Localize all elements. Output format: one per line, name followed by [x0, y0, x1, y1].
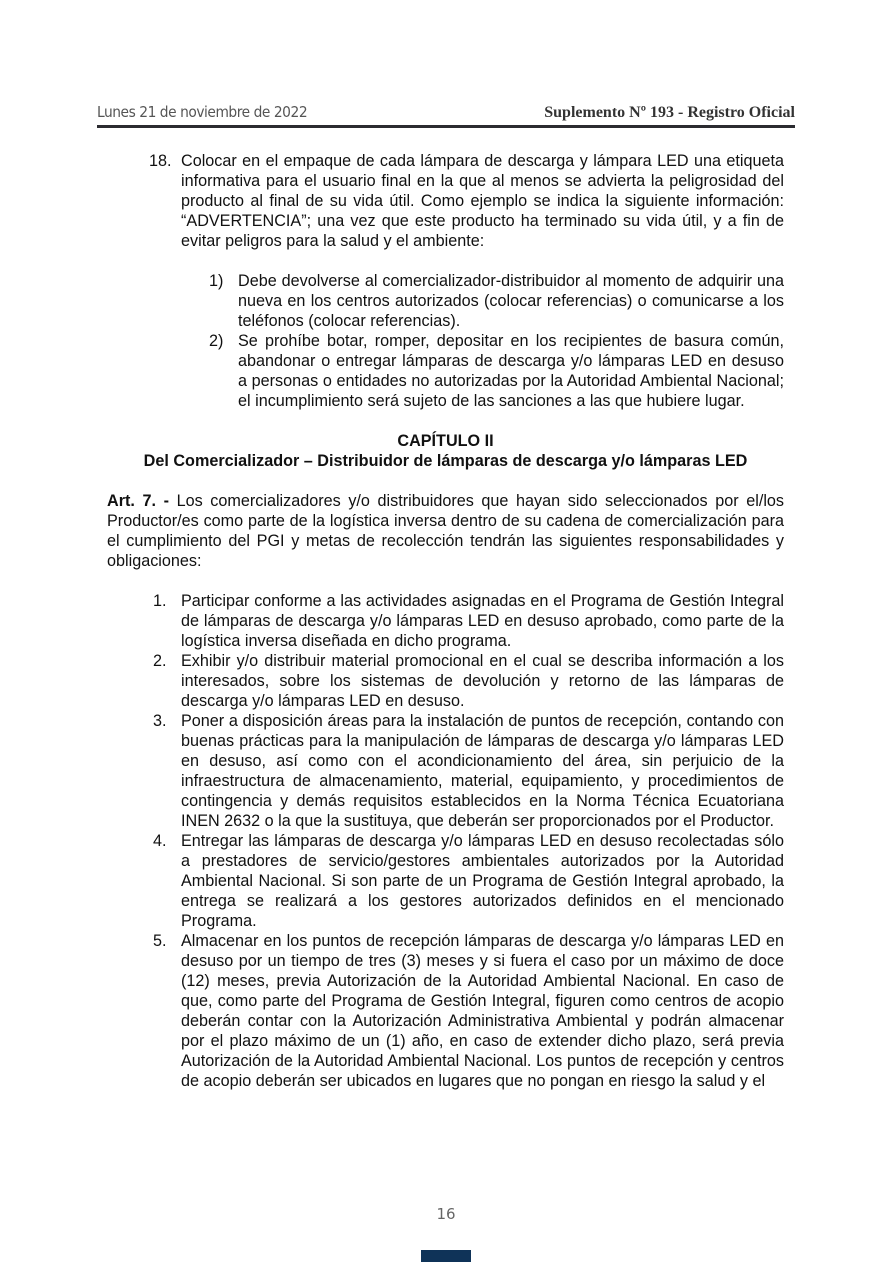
obligation-text: Entregar las lámparas de descarga y/o lámparas LED en desuso recolectadas sólo a prestadores de servicio/gestores ambientales autorizados por la Autoridad Ambiental Nacional. Si son parte de un Programa de Gestión Integral aprobado, la entrega se realizará a los gestores autorizados definidos en el mencionado Programa.: [181, 832, 784, 930]
page-header: [97, 103, 795, 125]
document-body: [107, 151, 784, 1091]
page-number: 16: [436, 1205, 456, 1223]
footer-bar: [421, 1250, 471, 1262]
obligation-number: 4.: [153, 832, 167, 850]
sublist-item-number: 1): [209, 272, 224, 290]
obligation-item: [107, 711, 784, 831]
obligation-item: [107, 931, 784, 1091]
chapter-heading: [107, 431, 784, 471]
obligation-item: [107, 591, 784, 651]
article-text: Los comercializadores y/o distribuidores que hayan sido seleccionados por el/los Productor/es como parte de la logística inversa dentro de su cadena de comercialización para el cumplimiento del PGI y metas de recolección tendrán las siguientes responsabilidades y obligaciones:: [107, 492, 785, 570]
obligations-list: [107, 591, 784, 1091]
obligation-number: 1.: [153, 592, 167, 610]
list-item-18: [107, 151, 784, 251]
warning-sublist: [107, 271, 784, 411]
article-label: Art. 7. -: [107, 492, 169, 510]
article-7: [107, 491, 784, 571]
obligation-text: Almacenar en los puntos de recepción lámparas de descarga y/o lámparas LED en desuso por un tiempo de tres (3) meses y si fuera el caso por un máximo de doce (12) meses, previa Autorización de la Autoridad Ambiental Nacional. En caso de que, como parte del Programa de Gestión Integral, figuren como centros de acopio deberán contar con la Autorización Administrativa Ambiental y podrán almacenar por el plazo máximo de un (1) año, en caso de extender dicho plazo, será previa Autorización de la Autoridad Ambiental Nacional. Los puntos de recepción y centros de acopio deberán ser ubicados en lugares que no pongan en riesgo la salud y el: [181, 932, 784, 1090]
list-item-number: 18.: [149, 152, 172, 170]
obligation-text: Poner a disposición áreas para la instalación de puntos de recepción, contando con buenas prácticas para la manipulación de lámparas de descarga y/o lámparas LED en desuso, así como con el acondicionamiento del área, sin perjuicio de la infraestructura de almacenamiento, material, equipamiento, y procedimientos de contingencia y demás requisitos establecidos en la Norma Técnica Ecuatoriana INEN 2632 o la que la sustituya, que deberán ser proporcionados por el Productor.: [181, 712, 784, 830]
list-item-text: Colocar en el empaque de cada lámpara de descarga y lámpara LED una etiqueta informativa para el usuario final en la que al menos se advierta la peligrosidad del producto al final de su vida útil. Como ejemplo se indica la siguiente información: “ADVERTENCIA”; una vez que este producto ha terminado su vida útil, y a fin de evitar peligros para la salud y el ambiente:: [181, 152, 784, 250]
obligation-text: Participar conforme a las actividades asignadas en el Programa de Gestión Integral de lámparas de descarga y/o lámparas LED en desuso aprobado, como parte de la logística inversa diseñada en dicho programa.: [181, 592, 784, 650]
obligation-number: 3.: [153, 712, 167, 730]
obligation-item: [107, 651, 784, 711]
header-publication: Suplemento Nº 193 - Registro Oficial: [544, 104, 795, 121]
chapter-title: CAPÍTULO II: [397, 432, 494, 450]
sublist-item: [107, 331, 784, 411]
obligation-number: 2.: [153, 652, 167, 670]
header-rule: [97, 125, 795, 128]
obligation-item: [107, 831, 784, 931]
sublist-item-text: Debe devolverse al comercializador-distribuidor al momento de adquirir una nueva en los centros autorizados (colocar referencias) o comunicarse a los teléfonos (colocar referencias).: [238, 272, 784, 330]
obligation-text: Exhibir y/o distribuir material promocional en el cual se describa información a los interesados, sobre los sistemas de devolución y retorno de las lámparas de descarga y/o lámparas LED en desuso.: [181, 652, 784, 710]
header-date: Lunes 21 de noviembre de 2022: [97, 103, 308, 121]
sublist-item: [107, 271, 784, 331]
obligation-number: 5.: [153, 932, 167, 950]
sublist-item-text: Se prohíbe botar, romper, depositar en los recipientes de basura común, abandonar o entregar lámparas de descarga y/o lámparas LED en desuso a personas o entidades no autorizadas por la Autoridad Ambiental Nacional; el incumplimiento será sujeto de las sanciones a las que hubiere lugar.: [238, 332, 784, 410]
sublist-item-number: 2): [209, 332, 224, 350]
chapter-subtitle: Del Comercializador – Distribuidor de lámparas de descarga y/o lámparas LED: [143, 452, 748, 470]
